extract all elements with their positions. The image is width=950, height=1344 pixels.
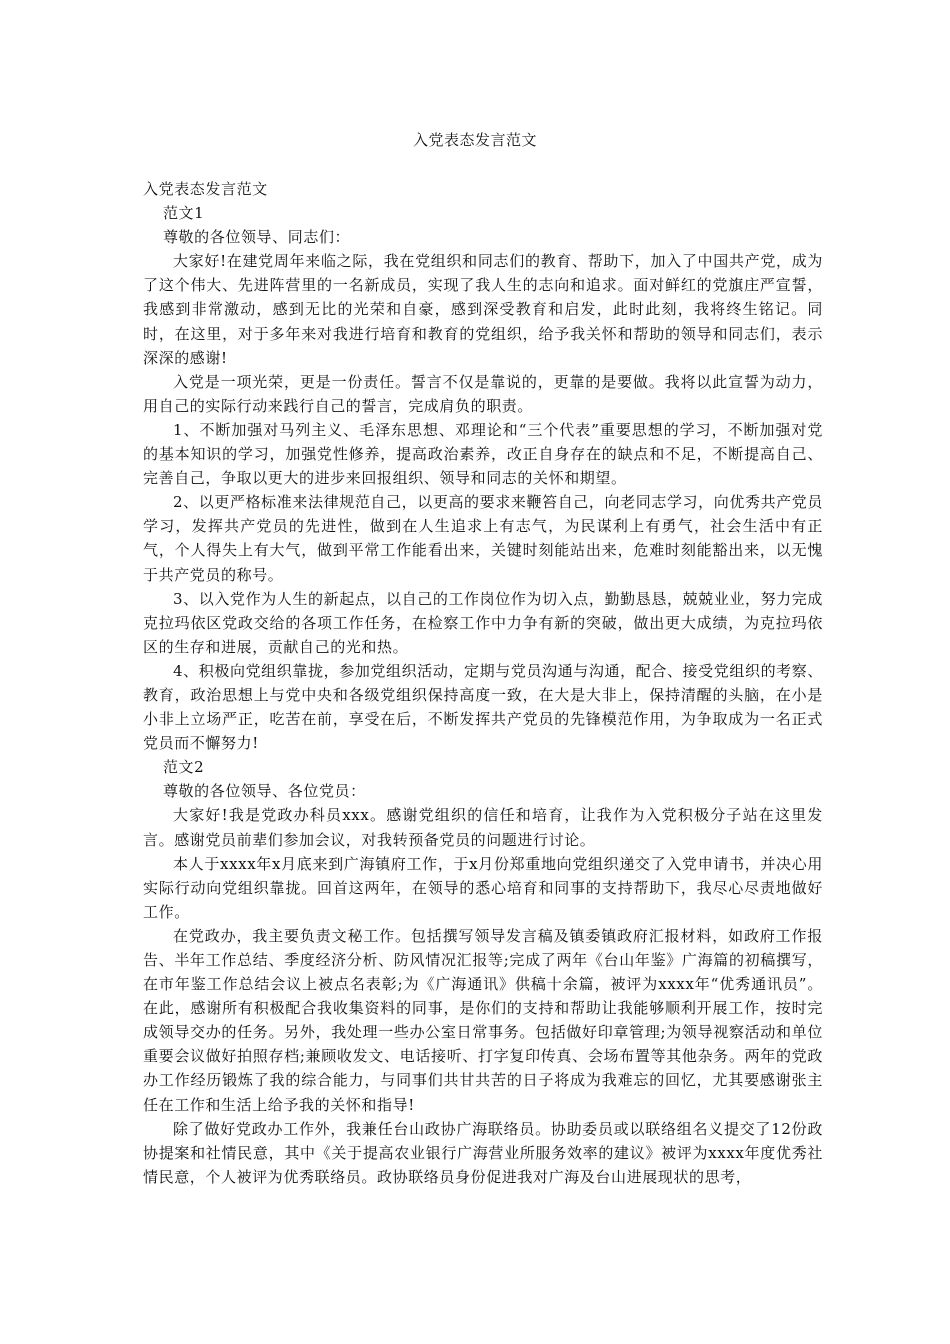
paragraph: 尊敬的各位领导、各位党员： <box>162 782 366 801</box>
paragraph: 除了做好党政办工作外，我兼任台山政协广海联络员。协助委员或以联络组名义提交了12份政协提案和社情民意，其中《关于提高农业银行广海营业所服务效率的建议》被评为xxxx年度优秀社情民意，个人被评为优秀联络员。政协联络员身份促进我对广海及台山进展现状的思考， <box>143 1119 823 1186</box>
paragraph: 范文2 <box>162 758 205 777</box>
paragraph: 大家好!在建党周年来临之际，我在党组织和同志们的教育、帮助下，加入了中国共产党，成为了这个伟大、先进阵营里的一名新成员，实现了我人生的志向和追求。面对鲜红的党旗庄严宣誓，我感到非常激动，感到无比的光荣和自豪，感到深受教育和启发，此时此刻，我将终生铭记。同时，在这里，对于多年来对我进行培育和教育的党组织，给予我关怀和帮助的领导和同志们，表示深深的感谢! <box>143 252 823 367</box>
paragraph: 2、以更严格标准来法律规范自己，以更高的要求来鞭笞自己，向老同志学习，向优秀共产党员学习，发挥共产党员的先进性，做到在人生追求上有志气，为民谋利上有勇气，社会生活中有正气，个人得失上有大气，做到平常工作能看出来，关键时刻能站出来，危难时刻能豁出来，以无愧于共产党员的称号。 <box>143 493 823 584</box>
paragraph: 1、不断加强对马列主义、毛泽东思想、邓理论和“三个代表”重要思想的学习，不断加强对党的基本知识的学习，加强党性修养，提高政治素养，改正自身存在的缺点和不足，不断提高自己、完善自己，争取以更大的进步来回报组织、领导和同志的关怀和期望。 <box>143 420 823 488</box>
paragraph: 本人于xxxx年x月底来到广海镇府工作，于x月份郑重地向党组织递交了入党申请书，并决心用实际行动向党组织靠拢。回首这两年，在领导的悉心培育和同事的支持帮助下，我尽心尽责地做好工作。 <box>143 854 823 921</box>
document-body <box>143 177 823 1189</box>
paragraph: 3、以入党作为人生的新起点，以自己的工作岗位作为切入点，勤勤恳恳，兢兢业业，努力完成克拉玛依区党政交给的各项工作任务，在检察工作中力争有新的突破，做出更大成绩，为克拉玛依区的生存和进展，贡献自己的光和热。 <box>143 589 823 656</box>
paragraph: 4、积极向党组织靠拢，参加党组织活动，定期与党员沟通与沟通，配合、接受党组织的考察、教育，政治思想上与党中央和各级党组织保持高度一致，在大是大非上，保持清醒的头脑，在小是小非上立场严正，吃苦在前，享受在后，不断发挥共产党员的先锋模范作用，为争取成为一名正式党员而不懈努力! <box>143 661 823 753</box>
document-title: 入党表态发言范文 <box>412 131 537 149</box>
paragraph: 入党表态发言范文 <box>143 180 268 198</box>
paragraph: 入党是一项光荣，更是一份责任。誓言不仅是靠说的，更靠的是要做。我将以此宣誓为动力，用自己的实际行动来践行自己的誓言，完成肩负的职责。 <box>143 372 823 415</box>
paragraph: 尊敬的各位领导、同志们： <box>162 228 351 247</box>
paragraph: 大家好!我是党政办科员xxx。感谢党组织的信任和培育，让我作为入党积极分子站在这里发言。感谢党员前辈们参加会议，对我转预备党员的问题进行讨论。 <box>143 806 823 849</box>
paragraph: 在党政办，我主要负责文秘工作。包括撰写领导发言稿及镇委镇政府汇报材料，如政府工作报告、半年工作总结、季度经济分析、防风情况汇报等;完成了两年《台山年鉴》广海篇的初稿撰写，在市年鉴工作总结会议上被点名表彰;为《广海通讯》供稿十余篇，被评为xxxx年“优秀通讯员”。在此，感谢所有积极配合我收集资料的同事，是你们的支持和帮助让我能够顺利开展工作，按时完成领导交办的任务。另外，我处理一些办公室日常事务。包括做好印章管理;为领导视察活动和单位重要会议做好拍照存档;兼顾收发文、电话接听、打字复印传真、会场布置等其他杂务。两年的党政办工作经历锻炼了我的综合能力，与同事们共甘共苦的日子将成为我难忘的回忆，尤其要感谢张主任在工作和生活上给予我的关怀和指导! <box>143 926 823 1114</box>
paragraph: 范文1 <box>162 204 205 223</box>
